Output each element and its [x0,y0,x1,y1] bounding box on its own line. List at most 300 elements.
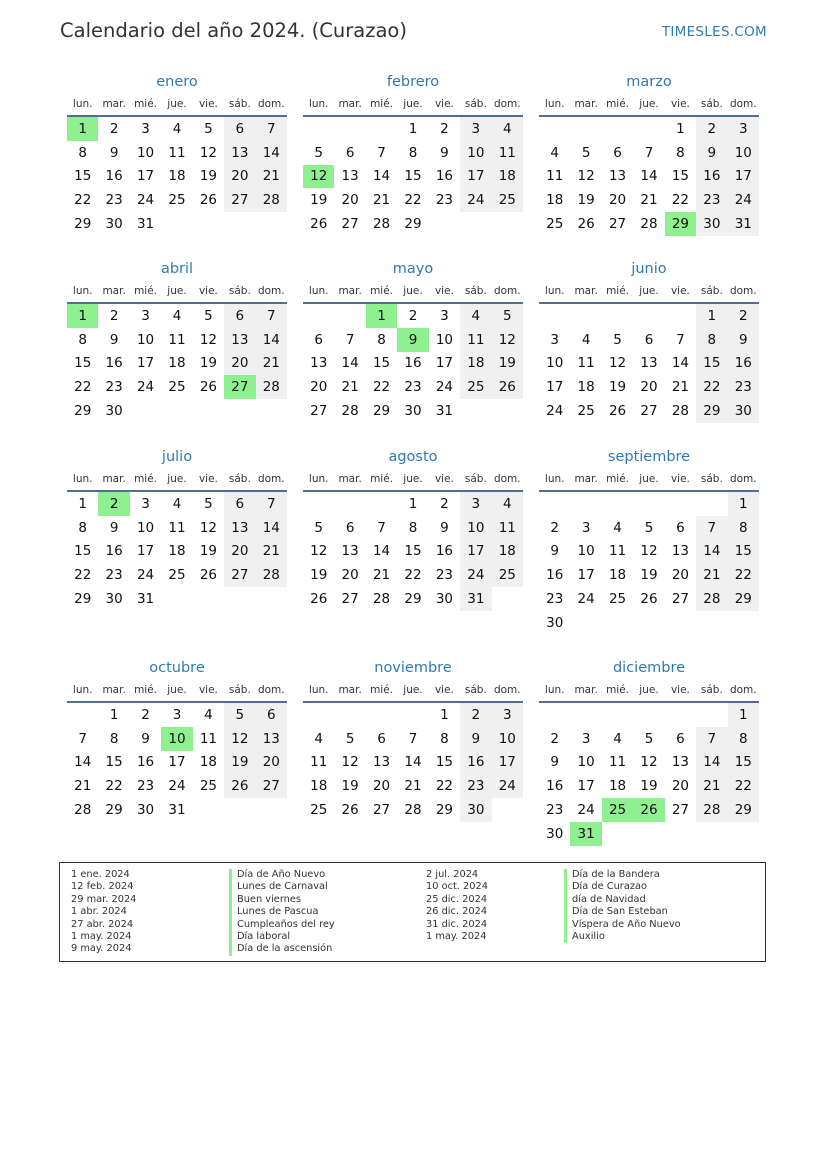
day-cell[interactable]: 7 [78,730,87,747]
day-cell[interactable]: 1 [78,495,87,512]
day-cell[interactable]: 22 [728,774,759,798]
day-cell[interactable]: 12 [310,543,328,560]
day-cell[interactable]: 14 [372,168,391,185]
day-cell[interactable]: 16 [435,543,454,560]
day-cell[interactable]: 26 [199,379,218,396]
holiday-day-cell[interactable]: 1 [366,304,397,328]
day-cell[interactable]: 13 [341,543,359,560]
day-cell[interactable]: 10 [136,519,155,536]
day-cell[interactable]: 7 [644,144,654,161]
day-cell[interactable]: 6 [224,304,255,328]
day-cell[interactable]: 28 [74,802,92,819]
day-cell[interactable]: 20 [256,751,287,775]
day-cell[interactable]: 13 [256,727,287,751]
day-cell[interactable]: 9 [550,754,559,771]
day-cell[interactable]: 15 [74,355,92,372]
day-cell[interactable]: 20 [640,379,658,396]
day-cell[interactable]: 10 [577,543,595,560]
day-cell[interactable]: 23 [435,567,454,584]
day-cell[interactable]: 2 [550,730,559,747]
day-cell[interactable]: 9 [696,141,727,165]
day-cell[interactable]: 20 [671,778,690,795]
day-cell[interactable]: 4 [172,495,182,512]
brand-link[interactable]: TIMESLES.COM [661,24,767,40]
day-cell[interactable]: 2 [460,703,491,727]
day-cell[interactable]: 15 [671,168,690,185]
day-cell[interactable]: 26 [224,774,255,798]
day-cell[interactable]: 15 [404,168,422,185]
day-cell[interactable]: 8 [78,519,87,536]
day-cell[interactable]: 29 [404,216,422,233]
day-cell[interactable]: 17 [136,355,155,372]
day-cell[interactable]: 30 [105,216,123,233]
day-cell[interactable]: 15 [728,751,759,775]
day-cell[interactable]: 19 [310,192,328,209]
day-cell[interactable]: 14 [372,543,391,560]
day-cell[interactable]: 19 [199,543,218,560]
day-cell[interactable]: 27 [372,802,391,819]
day-cell[interactable]: 29 [74,591,92,608]
day-cell[interactable]: 1 [440,706,449,723]
day-cell[interactable]: 16 [460,751,491,775]
day-cell[interactable]: 12 [224,727,255,751]
day-cell[interactable]: 23 [435,192,454,209]
day-cell[interactable]: 18 [310,778,328,795]
day-cell[interactable]: 5 [492,304,523,328]
day-cell[interactable]: 15 [74,543,92,560]
day-cell[interactable]: 5 [613,331,622,348]
day-cell[interactable]: 23 [105,567,123,584]
day-cell[interactable]: 8 [109,730,119,747]
day-cell[interactable]: 27 [671,802,690,819]
day-cell[interactable]: 27 [224,563,255,587]
day-cell[interactable]: 6 [345,519,355,536]
day-cell[interactable]: 1 [109,706,119,723]
day-cell[interactable]: 19 [640,567,658,584]
day-cell[interactable]: 29 [372,403,391,420]
day-cell[interactable]: 7 [256,304,287,328]
day-cell[interactable]: 8 [696,328,727,352]
day-cell[interactable]: 10 [136,144,155,161]
day-cell[interactable]: 31 [136,216,155,233]
day-cell[interactable]: 20 [224,352,255,376]
day-cell[interactable]: 26 [341,802,359,819]
day-cell[interactable]: 19 [640,778,658,795]
day-cell[interactable]: 13 [608,168,627,185]
day-cell[interactable]: 21 [74,778,92,795]
day-cell[interactable]: 25 [577,403,595,420]
day-cell[interactable]: 7 [696,727,727,751]
day-cell[interactable]: 24 [728,188,759,212]
day-cell[interactable]: 26 [492,375,523,399]
day-cell[interactable]: 11 [608,754,627,771]
day-cell[interactable]: 13 [341,168,359,185]
day-cell[interactable]: 9 [109,331,119,348]
day-cell[interactable]: 6 [613,144,622,161]
day-cell[interactable]: 8 [676,144,685,161]
day-cell[interactable]: 6 [345,144,355,161]
holiday-day-cell[interactable]: 27 [224,375,255,399]
day-cell[interactable]: 27 [341,216,359,233]
day-cell[interactable]: 22 [105,778,123,795]
day-cell[interactable]: 30 [105,403,123,420]
day-cell[interactable]: 15 [372,355,391,372]
day-cell[interactable]: 4 [460,304,491,328]
day-cell[interactable]: 24 [460,188,491,212]
day-cell[interactable]: 1 [408,495,418,512]
day-cell[interactable]: 9 [440,519,449,536]
day-cell[interactable]: 13 [310,355,328,372]
day-cell[interactable]: 5 [314,519,323,536]
day-cell[interactable]: 27 [671,591,690,608]
day-cell[interactable]: 27 [224,188,255,212]
day-cell[interactable]: 26 [310,591,328,608]
day-cell[interactable]: 22 [728,563,759,587]
day-cell[interactable]: 16 [435,168,454,185]
day-cell[interactable]: 4 [204,706,213,723]
day-cell[interactable]: 28 [404,802,422,819]
day-cell[interactable]: 19 [341,778,359,795]
day-cell[interactable]: 22 [696,375,727,399]
day-cell[interactable]: 2 [109,307,119,324]
day-cell[interactable]: 8 [728,516,759,540]
day-cell[interactable]: 7 [676,331,685,348]
day-cell[interactable]: 6 [676,730,685,747]
day-cell[interactable]: 21 [696,563,727,587]
day-cell[interactable]: 8 [377,331,386,348]
day-cell[interactable]: 22 [74,192,92,209]
day-cell[interactable]: 5 [204,495,213,512]
day-cell[interactable]: 25 [199,778,218,795]
day-cell[interactable]: 10 [492,727,523,751]
day-cell[interactable]: 21 [372,192,391,209]
day-cell[interactable]: 28 [640,216,658,233]
day-cell[interactable]: 17 [546,379,564,396]
day-cell[interactable]: 23 [728,375,759,399]
day-cell[interactable]: 12 [640,543,658,560]
day-cell[interactable]: 25 [168,192,186,209]
day-cell[interactable]: 24 [546,403,564,420]
holiday-day-cell[interactable]: 9 [397,328,428,352]
day-cell[interactable]: 3 [141,495,150,512]
day-cell[interactable]: 12 [608,355,627,372]
day-cell[interactable]: 28 [372,216,391,233]
day-cell[interactable]: 23 [546,802,564,819]
day-cell[interactable]: 2 [550,519,559,536]
day-cell[interactable]: 18 [577,379,595,396]
day-cell[interactable]: 6 [224,117,255,141]
day-cell[interactable]: 16 [404,355,422,372]
day-cell[interactable]: 24 [492,774,523,798]
day-cell[interactable]: 29 [74,403,92,420]
day-cell[interactable]: 24 [460,563,491,587]
day-cell[interactable]: 14 [404,754,422,771]
day-cell[interactable]: 28 [256,563,287,587]
day-cell[interactable]: 11 [608,543,627,560]
day-cell[interactable]: 8 [78,144,87,161]
day-cell[interactable]: 11 [168,519,186,536]
day-cell[interactable]: 11 [199,730,218,747]
day-cell[interactable]: 2 [408,307,418,324]
day-cell[interactable]: 30 [435,591,454,608]
day-cell[interactable]: 21 [671,379,690,396]
day-cell[interactable]: 7 [256,117,287,141]
day-cell[interactable]: 6 [224,492,255,516]
day-cell[interactable]: 30 [136,802,155,819]
day-cell[interactable]: 25 [310,802,328,819]
day-cell[interactable]: 12 [577,168,595,185]
day-cell[interactable]: 16 [136,754,155,771]
day-cell[interactable]: 9 [728,328,759,352]
day-cell[interactable]: 12 [341,754,359,771]
day-cell[interactable]: 17 [728,165,759,189]
day-cell[interactable]: 15 [105,754,123,771]
day-cell[interactable]: 2 [109,120,119,137]
day-cell[interactable]: 31 [435,403,454,420]
day-cell[interactable]: 28 [256,188,287,212]
day-cell[interactable]: 2 [696,117,727,141]
day-cell[interactable]: 19 [199,168,218,185]
day-cell[interactable]: 4 [613,730,622,747]
day-cell[interactable]: 5 [204,307,213,324]
day-cell[interactable]: 25 [168,567,186,584]
day-cell[interactable]: 2 [440,495,449,512]
day-cell[interactable]: 4 [172,120,182,137]
day-cell[interactable]: 16 [105,355,123,372]
day-cell[interactable]: 21 [404,778,422,795]
day-cell[interactable]: 23 [546,591,564,608]
day-cell[interactable]: 11 [577,355,595,372]
day-cell[interactable]: 23 [105,192,123,209]
day-cell[interactable]: 18 [460,352,491,376]
day-cell[interactable]: 17 [577,778,595,795]
holiday-day-cell[interactable]: 1 [67,117,98,141]
day-cell[interactable]: 14 [74,754,92,771]
day-cell[interactable]: 17 [435,355,454,372]
day-cell[interactable]: 11 [168,144,186,161]
day-cell[interactable]: 17 [492,751,523,775]
day-cell[interactable]: 22 [372,379,391,396]
day-cell[interactable]: 29 [728,798,759,822]
day-cell[interactable]: 14 [671,355,690,372]
day-cell[interactable]: 24 [577,591,595,608]
day-cell[interactable]: 24 [577,802,595,819]
day-cell[interactable]: 21 [640,192,658,209]
day-cell[interactable]: 24 [435,379,454,396]
day-cell[interactable]: 7 [377,519,386,536]
day-cell[interactable]: 17 [136,543,155,560]
day-cell[interactable]: 9 [141,730,150,747]
day-cell[interactable]: 14 [256,516,287,540]
day-cell[interactable]: 10 [460,516,491,540]
day-cell[interactable]: 20 [224,165,255,189]
day-cell[interactable]: 14 [256,328,287,352]
day-cell[interactable]: 22 [74,567,92,584]
day-cell[interactable]: 24 [136,379,155,396]
day-cell[interactable]: 23 [404,379,422,396]
day-cell[interactable]: 27 [608,216,627,233]
day-cell[interactable]: 30 [460,798,491,822]
day-cell[interactable]: 14 [696,751,727,775]
day-cell[interactable]: 19 [224,751,255,775]
day-cell[interactable]: 18 [199,754,218,771]
day-cell[interactable]: 22 [404,567,422,584]
day-cell[interactable]: 10 [728,141,759,165]
day-cell[interactable]: 28 [696,798,727,822]
day-cell[interactable]: 14 [341,355,359,372]
holiday-day-cell[interactable]: 1 [67,304,98,328]
day-cell[interactable]: 23 [105,379,123,396]
day-cell[interactable]: 14 [256,141,287,165]
day-cell[interactable]: 13 [224,328,255,352]
day-cell[interactable]: 6 [256,703,287,727]
day-cell[interactable]: 5 [314,144,323,161]
day-cell[interactable]: 18 [492,165,523,189]
day-cell[interactable]: 29 [728,587,759,611]
day-cell[interactable]: 13 [372,754,391,771]
day-cell[interactable]: 26 [310,216,328,233]
day-cell[interactable]: 27 [256,774,287,798]
day-cell[interactable]: 25 [460,375,491,399]
day-cell[interactable]: 29 [74,216,92,233]
day-cell[interactable]: 15 [435,754,454,771]
day-cell[interactable]: 18 [168,168,186,185]
day-cell[interactable]: 12 [492,328,523,352]
day-cell[interactable]: 4 [492,492,523,516]
day-cell[interactable]: 4 [550,144,559,161]
day-cell[interactable]: 4 [314,730,323,747]
day-cell[interactable]: 11 [310,754,328,771]
day-cell[interactable]: 21 [256,165,287,189]
day-cell[interactable]: 3 [141,120,150,137]
day-cell[interactable]: 12 [199,519,218,536]
day-cell[interactable]: 25 [546,216,564,233]
day-cell[interactable]: 21 [256,540,287,564]
day-cell[interactable]: 28 [372,591,391,608]
day-cell[interactable]: 7 [696,516,727,540]
day-cell[interactable]: 28 [671,403,690,420]
day-cell[interactable]: 12 [640,754,658,771]
day-cell[interactable]: 5 [345,730,355,747]
day-cell[interactable]: 15 [696,352,727,376]
day-cell[interactable]: 26 [577,216,595,233]
day-cell[interactable]: 4 [581,331,591,348]
day-cell[interactable]: 19 [492,352,523,376]
day-cell[interactable]: 29 [435,802,454,819]
day-cell[interactable]: 2 [440,120,449,137]
day-cell[interactable]: 10 [136,331,155,348]
day-cell[interactable]: 1 [408,120,418,137]
day-cell[interactable]: 29 [404,591,422,608]
day-cell[interactable]: 9 [440,144,449,161]
day-cell[interactable]: 3 [550,331,559,348]
day-cell[interactable]: 20 [372,778,391,795]
day-cell[interactable]: 3 [172,706,182,723]
day-cell[interactable]: 2 [728,304,759,328]
holiday-day-cell[interactable]: 29 [665,212,696,236]
day-cell[interactable]: 8 [78,331,87,348]
day-cell[interactable]: 22 [404,192,422,209]
day-cell[interactable]: 31 [168,802,186,819]
day-cell[interactable]: 26 [199,567,218,584]
day-cell[interactable]: 11 [492,516,523,540]
day-cell[interactable]: 20 [608,192,627,209]
holiday-day-cell[interactable]: 10 [161,727,192,751]
day-cell[interactable]: 6 [676,519,685,536]
day-cell[interactable]: 16 [546,778,564,795]
day-cell[interactable]: 30 [696,212,727,236]
day-cell[interactable]: 23 [460,774,491,798]
day-cell[interactable]: 21 [372,567,391,584]
day-cell[interactable]: 3 [460,492,491,516]
day-cell[interactable]: 5 [581,144,591,161]
day-cell[interactable]: 18 [546,192,564,209]
day-cell[interactable]: 30 [728,399,759,423]
day-cell[interactable]: 19 [577,192,595,209]
day-cell[interactable]: 18 [168,543,186,560]
day-cell[interactable]: 17 [460,165,491,189]
holiday-day-cell[interactable]: 12 [303,165,334,189]
day-cell[interactable]: 20 [224,540,255,564]
day-cell[interactable]: 24 [168,778,186,795]
day-cell[interactable]: 5 [224,703,255,727]
day-cell[interactable]: 1 [728,703,759,727]
day-cell[interactable]: 25 [608,591,627,608]
day-cell[interactable]: 5 [204,120,213,137]
day-cell[interactable]: 21 [341,379,359,396]
day-cell[interactable]: 20 [341,567,359,584]
day-cell[interactable]: 20 [310,379,328,396]
day-cell[interactable]: 26 [608,403,627,420]
day-cell[interactable]: 6 [377,730,386,747]
day-cell[interactable]: 1 [676,120,685,137]
day-cell[interactable]: 4 [613,519,622,536]
day-cell[interactable]: 18 [492,540,523,564]
day-cell[interactable]: 24 [136,567,155,584]
holiday-day-cell[interactable]: 25 [602,798,633,822]
holiday-day-cell[interactable]: 26 [633,798,664,822]
day-cell[interactable]: 17 [460,540,491,564]
day-cell[interactable]: 30 [404,403,422,420]
day-cell[interactable]: 18 [608,567,627,584]
day-cell[interactable]: 10 [460,141,491,165]
day-cell[interactable]: 1 [728,492,759,516]
day-cell[interactable]: 31 [460,587,491,611]
day-cell[interactable]: 28 [256,375,287,399]
day-cell[interactable]: 5 [644,519,654,536]
day-cell[interactable]: 9 [460,727,491,751]
day-cell[interactable]: 7 [377,144,386,161]
day-cell[interactable]: 18 [608,778,627,795]
day-cell[interactable]: 25 [492,563,523,587]
day-cell[interactable]: 15 [404,543,422,560]
day-cell[interactable]: 4 [172,307,182,324]
day-cell[interactable]: 16 [105,543,123,560]
day-cell[interactable]: 22 [435,778,454,795]
day-cell[interactable]: 8 [408,519,418,536]
day-cell[interactable]: 3 [141,307,150,324]
day-cell[interactable]: 17 [168,754,186,771]
day-cell[interactable]: 10 [577,754,595,771]
holiday-day-cell[interactable]: 31 [570,822,601,846]
day-cell[interactable]: 27 [341,591,359,608]
day-cell[interactable]: 29 [105,802,123,819]
day-cell[interactable]: 28 [341,403,359,420]
day-cell[interactable]: 28 [696,587,727,611]
day-cell[interactable]: 3 [581,519,591,536]
day-cell[interactable]: 5 [644,730,654,747]
day-cell[interactable]: 11 [460,328,491,352]
